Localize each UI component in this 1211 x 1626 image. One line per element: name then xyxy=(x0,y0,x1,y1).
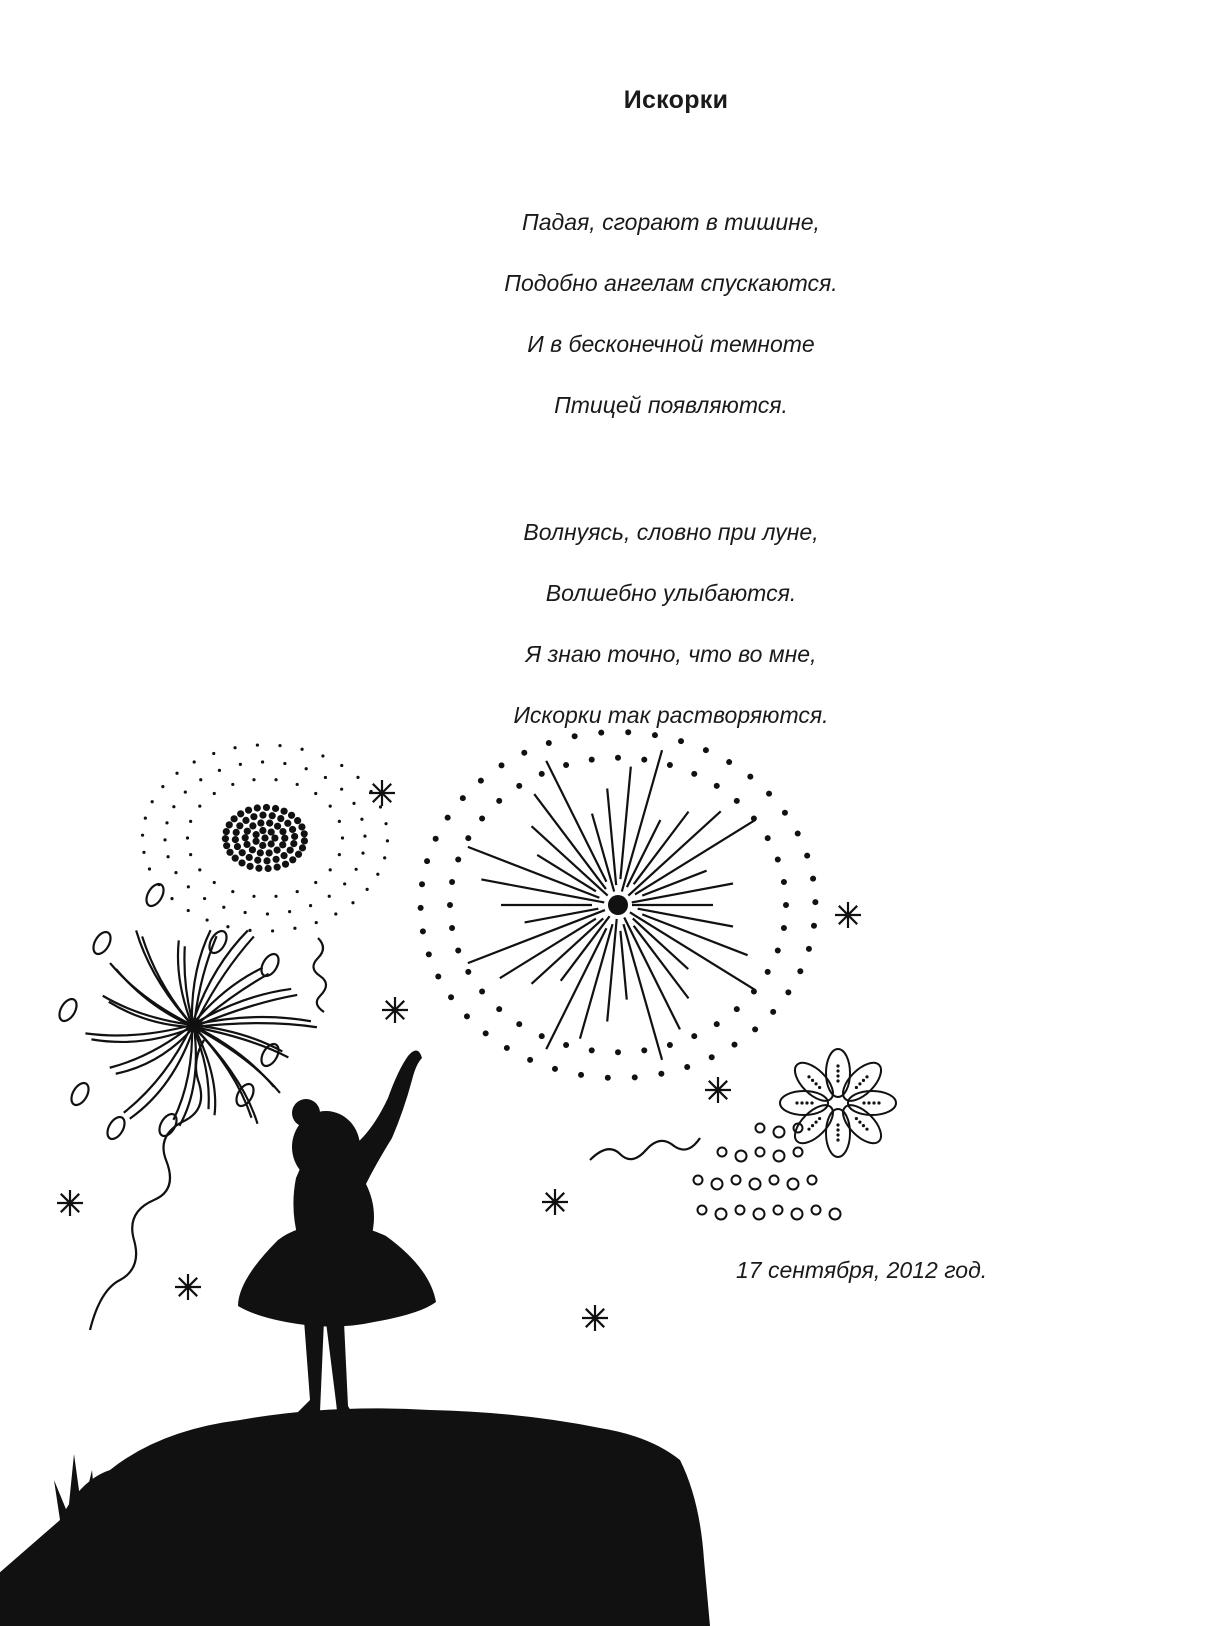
star-sparkles xyxy=(57,780,861,1331)
poem-line: Искорки так растворяются. xyxy=(513,702,829,728)
poem-line: И в бесконечной темноте xyxy=(527,331,815,357)
poem-line: Я знаю точно, что во мне, xyxy=(525,641,817,667)
poem-line: Подобно ангелам спускаются. xyxy=(504,270,838,296)
dotted-firework xyxy=(141,743,389,932)
poem-date: 17 сентября, 2012 год. xyxy=(736,1257,988,1283)
poem-title: Искорки xyxy=(623,86,729,114)
circles-firework xyxy=(694,1124,841,1220)
stanza-2 xyxy=(0,502,1211,746)
poem-line: Волнуясь, словно при луне, xyxy=(523,519,819,545)
poem-line: Волшебно улыбаются. xyxy=(545,580,797,606)
palm-firework xyxy=(56,881,317,1142)
stanza-1 xyxy=(0,192,1211,436)
flower-firework xyxy=(780,1049,896,1157)
grass-hill xyxy=(0,1408,710,1626)
poem-line: Птицей появляются. xyxy=(554,392,788,418)
poem-line: Падая, сгорают в тишине, xyxy=(522,209,820,235)
starburst-firework xyxy=(418,729,819,1080)
girl-silhouette xyxy=(238,1050,436,1420)
